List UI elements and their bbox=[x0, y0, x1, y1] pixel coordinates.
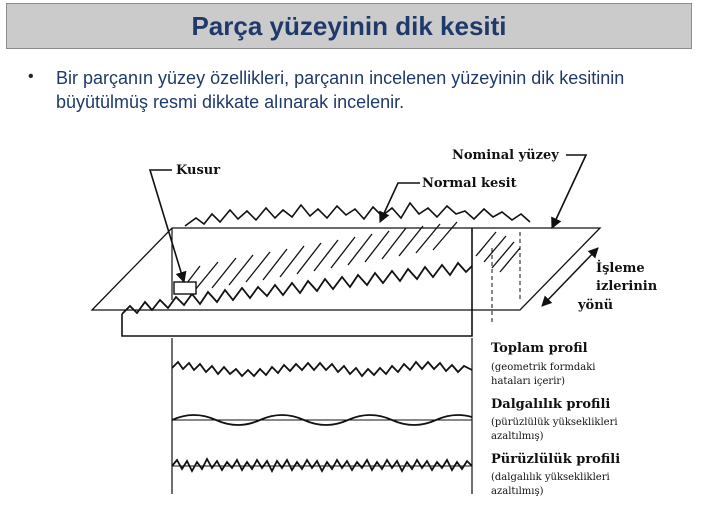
defect-leader bbox=[150, 170, 184, 282]
waviness-profile-note-1: (pürüzlülük yükseklikleri bbox=[491, 417, 618, 428]
roughness-profile-title: Pürüzlülük profili bbox=[491, 452, 621, 467]
lay-label-2: izlerinin bbox=[596, 279, 658, 294]
nominal-surface-label: Nominal yüzey bbox=[452, 148, 559, 163]
nominal-leader bbox=[552, 155, 586, 228]
normal-section-label: Normal kesit bbox=[422, 176, 517, 191]
roughness-profile-note-1: (dalgalılık yükseklikleri bbox=[491, 472, 610, 483]
roughness-profile-curve bbox=[172, 459, 472, 471]
lay-label-1: İşleme bbox=[596, 261, 645, 276]
defect-label: Kusur bbox=[176, 163, 221, 178]
bullet-dot: • bbox=[28, 68, 34, 85]
bullet-text: Bir parçanın yüzey özellikleri, parçanın incelenen yüzeyinin dik kesitinin büyütülmüş resmi dikkate alınarak incelenir. bbox=[56, 68, 625, 112]
total-profile-note-2: hataları içerir) bbox=[491, 376, 566, 387]
rough-surface-back bbox=[185, 203, 530, 226]
total-profile-curve bbox=[172, 362, 472, 376]
defect-mark bbox=[174, 282, 196, 294]
lay-label-3: yönü bbox=[578, 298, 614, 313]
total-profile-title: Toplam profil bbox=[491, 341, 588, 356]
total-profile-note-1: (geometrik formdaki bbox=[491, 362, 596, 373]
nominal-plane bbox=[92, 228, 600, 310]
lay-marks bbox=[180, 222, 520, 292]
roughness-profile-note-2: azaltılmış) bbox=[491, 486, 544, 497]
slide-title: Parça yüzeyinin dik kesiti bbox=[191, 10, 507, 41]
waviness-profile-title: Dalgalılık profili bbox=[491, 397, 611, 412]
waviness-profile-note-2: azaltılmış) bbox=[491, 431, 544, 442]
